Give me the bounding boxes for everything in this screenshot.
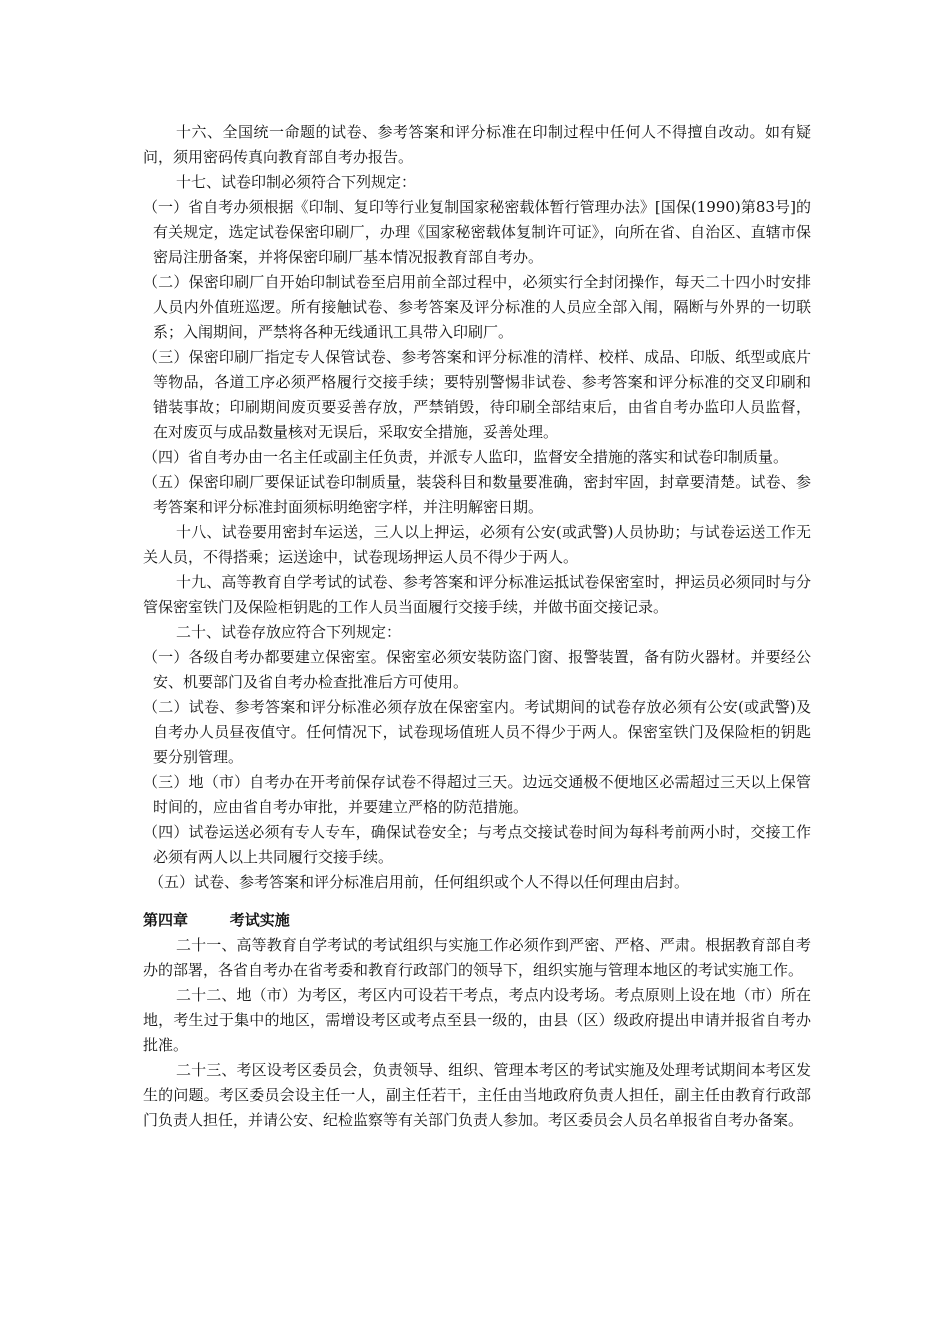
document-body xyxy=(143,120,811,1133)
paragraph-17-2: （二）保密印刷厂自开始印制试卷至启用前全部过程中，必须实行全封闭操作，每天二十四小时安排人员内外值班巡逻。所有接触试卷、参考答案及评分标准的人员应全部入闱，隔断与外界的一切联系；入闱期间，严禁将各种无线通讯工具带入印刷厂。 xyxy=(143,273,811,341)
paragraph-23: 二十三、考区设考区委员会，负责领导、组织、管理本考区的考试实施及处理考试期间本考区发生的问题。考区委员会设主任一人，副主任若干，主任由当地政府负责人担任，副主任由教育行政部门负责人担任，并请公安、纪检监察等有关部门负责人参加。考区委员会人员名单报省自考办备案。 xyxy=(143,1061,811,1129)
paragraph-20-2: （二）试卷、参考答案和评分标准必须存放在保密室内。考试期间的试卷存放必须有公安(或武警)及自考办人员昼夜值守。任何情况下，试卷现场值班人员不得少于两人。保密室铁门及保险柜的钥匙要分别管理。 xyxy=(143,698,811,766)
paragraph-19: 十九、高等教育自学考试的试卷、参考答案和评分标准运抵试卷保密室时，押运员必须同时与分管保密室铁门及保险柜钥匙的工作人员当面履行交接手续，并做书面交接记录。 xyxy=(143,573,811,616)
paragraph-17-3: （三）保密印刷厂指定专人保管试卷、参考答案和评分标准的清样、校样、成品、印版、纸型或底片等物品，各道工序必须严格履行交接手续；要特别警惕非试卷、参考答案和评分标准的交叉印刷和错装事故；印刷期间废页要妥善存放，严禁销毁，待印刷全部结束后，由省自考办监印人员监督，在对废页与成品数量核对无误后，采取安全措施，妥善处理。 xyxy=(143,348,811,441)
paragraph-21: 二十一、高等教育自学考试的考试组织与实施工作必须作到严密、严格、严肃。根据教育部自考办的部署，各省自考办在省考委和教育行政部门的领导下，组织实施与管理本地区的考试实施工作。 xyxy=(143,936,811,979)
paragraph-20-5: （五）试卷、参考答案和评分标准启用前，任何组织或个人不得以任何理由启封。 xyxy=(149,873,690,891)
paragraph-17: 十七、试卷印制必须符合下列规定： xyxy=(176,173,417,191)
paragraph-20-3: （三）地（市）自考办在开考前保存试卷不得超过三天。边远交通极不便地区必需超过三天以上保管时间的，应由省自考办审批，并要建立严格的防范措施。 xyxy=(143,773,811,816)
paragraph-16: 十六、全国统一命题的试卷、参考答案和评分标准在印制过程中任何人不得擅自改动。如有疑问，须用密码传真向教育部自考办报告。 xyxy=(143,123,811,166)
paragraph-18: 十八、试卷要用密封车运送，三人以上押运，必须有公安(或武警)人员协助；与试卷运送工作无关人员，不得搭乘；运送途中，试卷现场押运人员不得少于两人。 xyxy=(143,523,811,566)
paragraph-17-4: （四）省自考办由一名主任或副主任负责，并派专人监印，监督安全措施的落实和试卷印制质量。 xyxy=(143,448,789,466)
paragraph-20-4: （四）试卷运送必须有专人专车，确保试卷安全；与考点交接试卷时间为每科考前两小时，交接工作必须有两人以上共同履行交接手续。 xyxy=(143,823,811,866)
chapter-heading: 第四章 考试实施 xyxy=(143,911,290,929)
paragraph-20: 二十、试卷存放应符合下列规定： xyxy=(176,623,402,641)
paragraph-22: 二十二、地（市）为考区，考区内可设若干考点，考点内设考场。考点原则上设在地（市）所在地，考生过于集中的地区，需增设考区或考点至县一级的，由县（区）级政府提出申请并报省自考办批准。 xyxy=(143,986,811,1054)
paragraph-17-1: （一）省自考办须根据《印制、复印等行业复制国家秘密载体暂行管理办法》[国保(1990)第83号]的有关规定，选定试卷保密印刷厂，办理《国家秘密载体复制许可证》，向所在省、自治区、直辖市保密局注册备案，并将保密印刷厂基本情况报教育部自考办。 xyxy=(143,198,811,266)
paragraph-17-5: （五）保密印刷厂要保证试卷印制质量，装袋科目和数量要准确，密封牢固，封章要清楚。试卷、参考答案和评分标准封面须标明绝密字样，并注明解密日期。 xyxy=(143,473,811,516)
paragraph-20-1: （一）各级自考办都要建立保密室。保密室必须安装防盗门窗、报警装置，备有防火器材。并要经公安、机要部门及省自考办检查批准后方可使用。 xyxy=(143,648,811,691)
